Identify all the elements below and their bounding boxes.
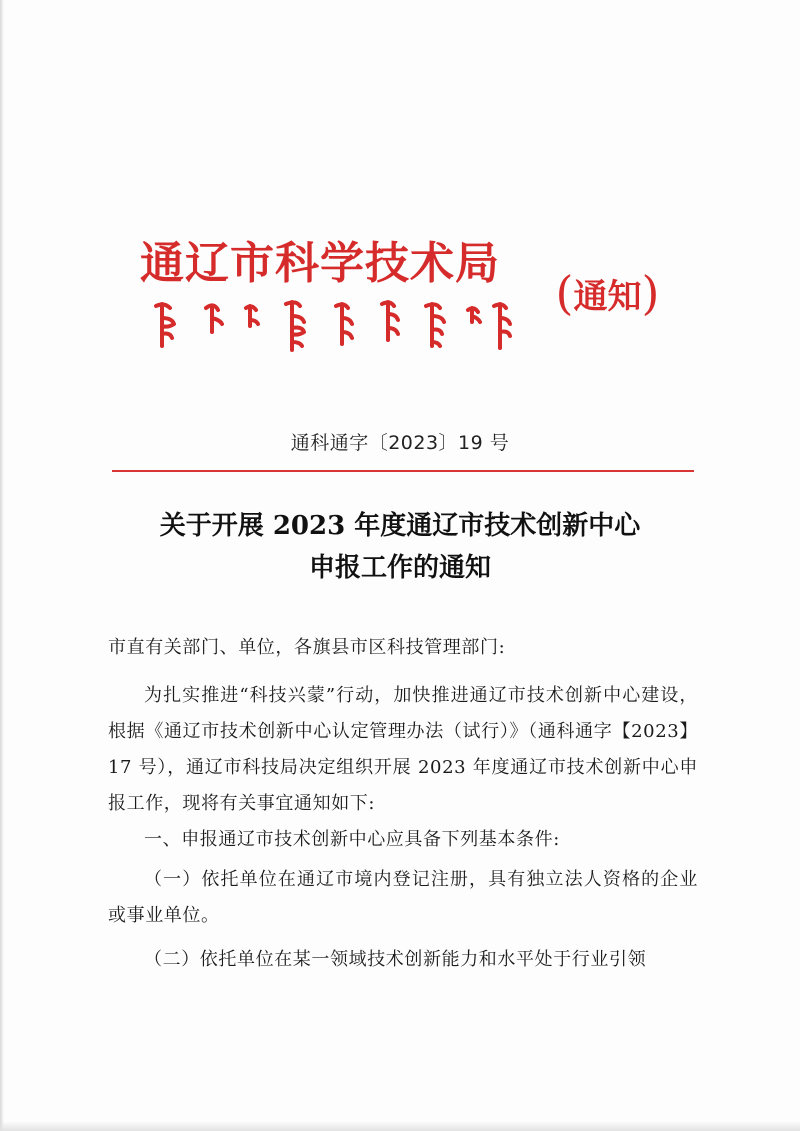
list-item-2: （二）依托单位在某一领域技术创新能力和水平处于行业引领: [144, 949, 647, 970]
paragraph-intro: 为扎实推进“科技兴蒙”行动，加快推进通辽市技术创新中心建设，根据《通辽市技术创新中心认定管理办法（试行）》（通科通字【2023】17 号），通辽市科技局决定组织开展 2023 年度通辽市技术创新中心申报工作，现将有关事宜通知如下:: [108, 685, 698, 814]
document-number: 通科通字〔2023〕19 号: [290, 432, 510, 454]
paren-right: ): [641, 266, 660, 320]
mongolian-script-org-name: [150, 296, 520, 358]
section-heading-1: 一、申报通辽市技术创新中心应具备下列基本条件:: [144, 829, 560, 850]
salutation: 市直有关部门、单位，各旗县市区科技管理部门:: [108, 637, 506, 658]
title-line-2: 申报工作的通知: [308, 553, 491, 583]
paren-left: (: [555, 266, 574, 320]
document-title: [0, 505, 800, 589]
document-body: [108, 630, 698, 978]
list-item-1: （一）依托单位在通辽市境内登记注册，具有独立法人资格的企业或事业单位。: [108, 869, 698, 926]
title-line-1: 关于开展 2023 年度通辽市技术创新中心: [159, 511, 641, 541]
notice-type-text: 通知: [573, 276, 642, 317]
letterhead-org-name: 通辽市科学技术局: [140, 238, 500, 289]
notice-type-label: [545, 258, 670, 328]
red-divider-rule: [112, 470, 694, 472]
page-bottom-shadow: [0, 1121, 800, 1131]
mongolian-script-drawing: [150, 296, 520, 358]
